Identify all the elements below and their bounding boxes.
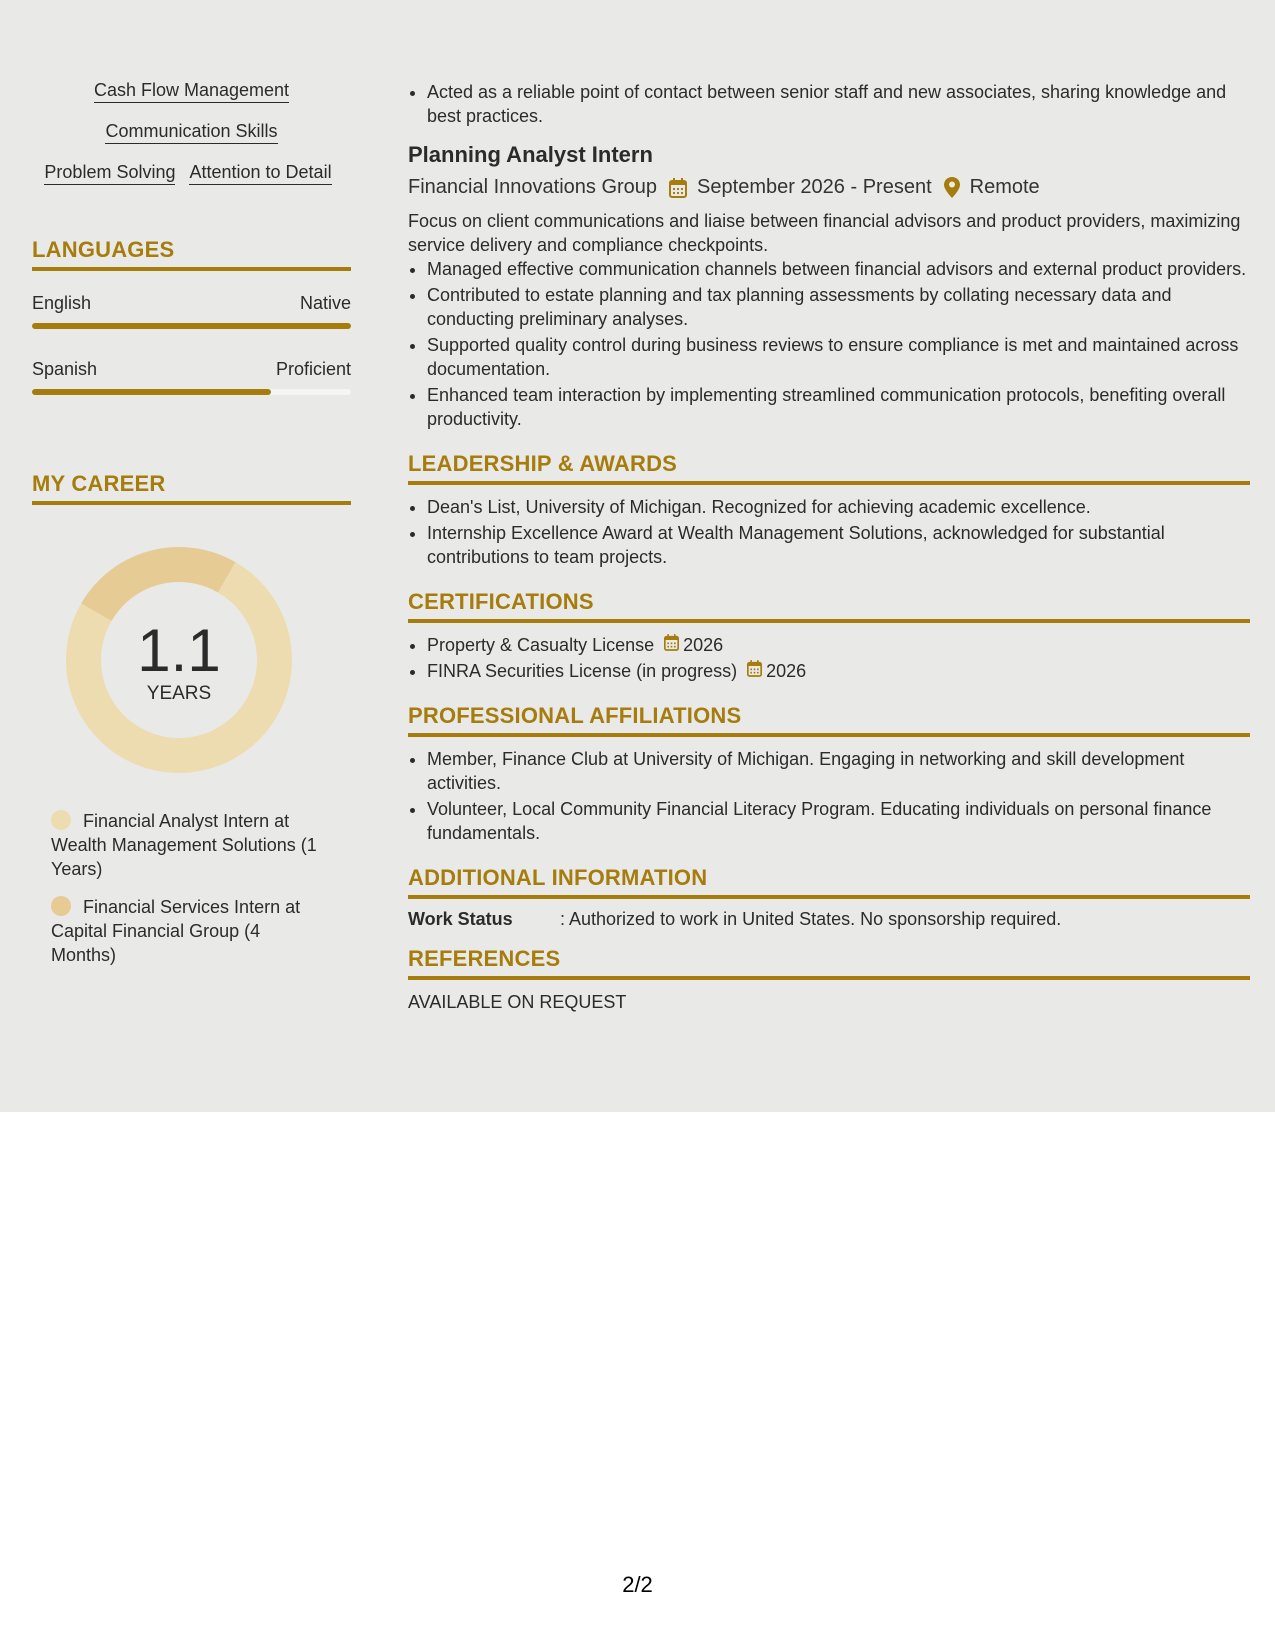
language-bar-fill xyxy=(32,389,271,395)
skill-tag: Attention to Detail xyxy=(189,162,331,185)
job-company: Financial Innovations Group xyxy=(408,176,658,198)
calendar-icon xyxy=(669,178,687,198)
career-heading: MY CAREER xyxy=(32,471,351,505)
language-bar xyxy=(32,323,351,329)
calendar-icon xyxy=(747,659,766,683)
language-item xyxy=(32,293,351,329)
experience-bullet: • Managed effective communication channels between financial advisors and external product providers. xyxy=(427,257,1250,281)
certifications-section xyxy=(408,589,1250,683)
experience-bullet: • Supported quality control during business reviews to ensure compliance is met and maintained across documentation. xyxy=(427,333,1250,381)
location-pin-icon xyxy=(944,177,960,198)
certification-name: Property & Casualty License xyxy=(427,635,655,655)
additional-heading: ADDITIONAL INFORMATION xyxy=(408,865,1250,899)
certifications-heading: CERTIFICATIONS xyxy=(408,589,1250,623)
references-text: AVAILABLE ON REQUEST xyxy=(408,992,627,1012)
skill-tag: Problem Solving xyxy=(44,162,175,185)
language-level: Proficient xyxy=(275,359,351,379)
certification-item xyxy=(427,633,1250,657)
language-level: Native xyxy=(299,293,351,313)
certification-item xyxy=(427,659,1250,683)
certification-year: 2026 xyxy=(683,635,724,655)
work-status-label: Work Status xyxy=(408,909,513,929)
legend-item xyxy=(51,809,326,881)
language-bar-fill xyxy=(32,323,351,329)
skill-tag: Cash Flow Management xyxy=(94,80,289,103)
certification-year: 2026 xyxy=(766,661,807,681)
experience-bullet: • Enhanced team interaction by implementing streamlined communication protocols, benefiting overall productivity. xyxy=(427,383,1250,431)
language-item xyxy=(32,359,351,395)
skill-tag: Communication Skills xyxy=(105,121,277,144)
experience-bullet: • Contributed to estate planning and tax planning assessments by collating necessary data and conducting preliminary analyses. xyxy=(427,283,1250,331)
legend-item xyxy=(51,895,326,967)
leadership-item: • Internship Excellence Award at Wealth Management Solutions, acknowledged for substantial contributions to team projects. xyxy=(427,521,1250,569)
right-column xyxy=(408,80,1250,1013)
legend-dot xyxy=(51,810,71,830)
legend-dot xyxy=(51,896,71,916)
language-name: English xyxy=(32,293,92,313)
calendar-icon xyxy=(664,633,683,657)
legend-label: Financial Analyst Intern at Wealth Management Solutions (1 Years) xyxy=(51,811,317,879)
skills-list xyxy=(32,80,351,185)
job-meta xyxy=(408,176,1250,199)
career-unit: YEARS xyxy=(146,683,212,704)
leadership-section xyxy=(408,451,1250,569)
leadership-heading: LEADERSHIP & AWARDS xyxy=(408,451,1250,485)
page-number: 2/2 xyxy=(622,1572,653,1597)
affiliation-item: • Member, Finance Club at University of Michigan. Engaging in networking and skill development activities. xyxy=(427,747,1250,795)
career-legend xyxy=(51,809,326,967)
references-section xyxy=(408,946,1250,1013)
job-summary: Focus on client communications and liaise between financial advisors and product providers, maximizing service delivery and compliance checkpoints. xyxy=(408,211,1241,255)
career-donut xyxy=(66,547,292,773)
additional-section xyxy=(408,865,1250,930)
left-column xyxy=(32,80,351,981)
affiliation-item: • Volunteer, Local Community Financial Literacy Program. Educating individuals on personal finance fundamentals. xyxy=(427,797,1250,845)
language-name: Spanish xyxy=(32,359,98,379)
job-location: Remote xyxy=(969,176,1040,198)
leadership-item: • Dean's List, University of Michigan. Recognized for achieving academic excellence. xyxy=(427,495,1250,519)
job-dates: September 2026 - Present xyxy=(697,176,932,198)
legend-label: Financial Services Intern at Capital Financial Group (4 Months) xyxy=(51,897,301,965)
affiliations-section xyxy=(408,703,1250,845)
references-heading: REFERENCES xyxy=(408,946,1250,980)
languages-heading: LANGUAGES xyxy=(32,237,351,271)
career-total: 1.1 xyxy=(137,617,221,684)
job-title: Planning Analyst Intern xyxy=(408,142,653,167)
language-bar xyxy=(32,389,351,395)
certification-name: FINRA Securities License (in progress) xyxy=(427,661,738,681)
affiliations-heading: PROFESSIONAL AFFILIATIONS xyxy=(408,703,1250,737)
experience-bullet: • Acted as a reliable point of contact between senior staff and new associates, sharing knowledge and best practices. xyxy=(427,80,1250,128)
work-status-value: : Authorized to work in United States. No sponsorship required. xyxy=(560,909,1062,929)
